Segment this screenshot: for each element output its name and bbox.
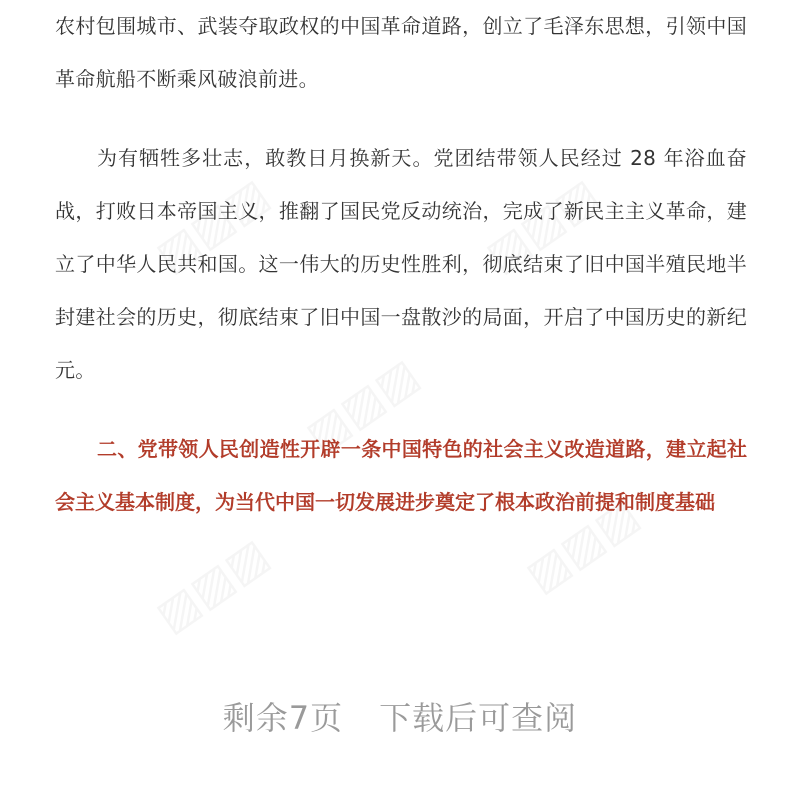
paragraph-1: 农村包围城市、武装夺取政权的中国革命道路，创立了毛泽东思想，引领中国革命航船不断乘风破浪前进。 [55,14,747,91]
watermark: ▨▨▨ [146,168,279,283]
download-to-view-label: 下载后可查阅 [379,699,578,737]
section-heading: 二、党带领人民创造性开辟一条中国特色的社会主义改造道路，建立起社会主义基本制度，为当代中国一切发展进步奠定了根本政治前提和制度基础 [55,437,747,514]
watermark: ▨▨▨ [516,488,649,603]
watermark: ▨▨▨ [296,348,429,463]
remaining-pages-banner[interactable] [0,690,800,746]
watermark: ▨▨▨ [146,528,279,643]
document-body [55,0,747,529]
paragraph-2: 为有牺牲多壮志，敢教日月换新天。党团结带领人民经过 28 年浴血奋战，打败日本帝国主义，推翻了国民党反动统治，完成了新民主主义革命，建立了中华人民共和国。这一伟大的历史性胜利，彻底结束了旧中国半殖民地半封建社会的历史，彻底结束了旧中国一盘散沙的局面，开启了中国历史的新纪元。 [55,146,747,382]
watermark: ▨▨▨ [476,168,609,283]
remaining-pages-label: 剩余7页 [222,699,344,737]
